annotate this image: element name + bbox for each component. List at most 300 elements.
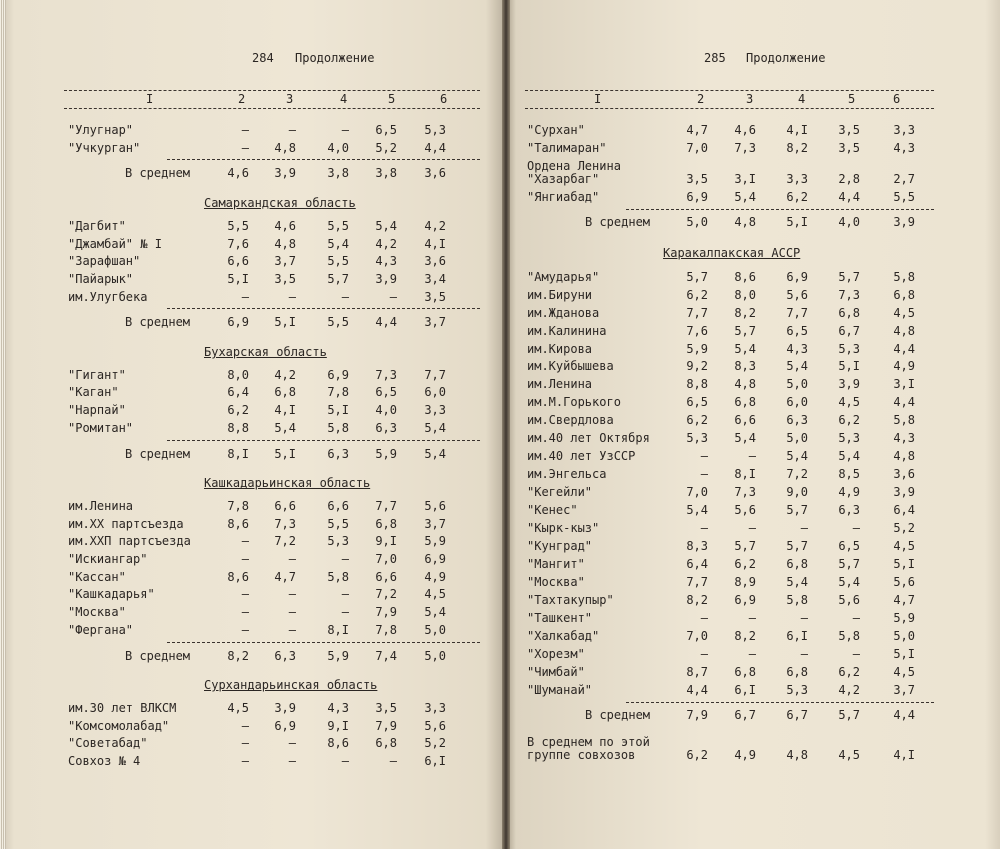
header-rule-bottom bbox=[525, 108, 934, 109]
average-rule bbox=[167, 440, 480, 441]
cell-value: 5,6 bbox=[838, 592, 860, 607]
cell-value: 7,8 bbox=[375, 622, 397, 637]
cell-value: 7,3 bbox=[734, 485, 756, 500]
cell-value: 5,9 bbox=[893, 610, 915, 625]
cell-value: 4,9 bbox=[838, 485, 860, 500]
cell-value: – bbox=[241, 605, 249, 620]
cell-value: 6,4 bbox=[893, 503, 915, 518]
cell-value: 4,8 bbox=[893, 323, 915, 338]
row-name: "Кассан" bbox=[68, 569, 126, 584]
cell-value: 5,7 bbox=[838, 269, 860, 284]
cell-value: 8,I bbox=[227, 446, 249, 461]
cell-value: – bbox=[389, 289, 397, 304]
cell-value: 5,0 bbox=[786, 377, 808, 392]
cell-value: 4,9 bbox=[734, 748, 756, 763]
page-edge bbox=[0, 0, 6, 849]
cell-value: 4,I bbox=[786, 123, 808, 137]
average-label: В среднем bbox=[125, 446, 191, 461]
cell-value: 3,3 bbox=[424, 700, 446, 715]
cell-value: 4,3 bbox=[375, 254, 397, 269]
cell-value: 8,2 bbox=[227, 648, 249, 663]
cell-value: 5,4 bbox=[786, 359, 808, 374]
row-name: "Амударья" bbox=[527, 269, 600, 284]
cell-value: 6,9 bbox=[327, 367, 349, 382]
row-name: им.30 лет ВЛКСМ bbox=[68, 700, 177, 715]
row-name: "Комсомолабад" bbox=[68, 718, 170, 733]
row-name: "Фергана" bbox=[68, 622, 134, 637]
cell-value: 5,6 bbox=[424, 718, 446, 733]
cell-value: 4,4 bbox=[424, 140, 446, 155]
cell-value: 5,3 bbox=[424, 123, 446, 137]
cell-value: 6,2 bbox=[838, 413, 860, 428]
cell-value: 5,3 bbox=[686, 431, 708, 446]
cell-value: 4,2 bbox=[424, 218, 446, 233]
cell-value: 6,6 bbox=[375, 569, 397, 584]
cell-value: – bbox=[341, 123, 349, 137]
cell-value: 5,2 bbox=[424, 736, 446, 751]
cell-value: 8,3 bbox=[686, 538, 708, 553]
cell-value: 6,2 bbox=[686, 748, 708, 763]
cell-value: 5,7 bbox=[786, 503, 808, 518]
cell-value: – bbox=[241, 754, 249, 768]
cell-value: 3,9 bbox=[274, 700, 296, 715]
cell-value: 7,7 bbox=[424, 367, 446, 382]
cell-value: 6,8 bbox=[274, 385, 296, 400]
row-name: им.40 лет УзССР bbox=[527, 449, 636, 464]
cell-value: 6,2 bbox=[227, 403, 249, 418]
cell-value: 8,8 bbox=[686, 377, 708, 392]
row-name: "Мангит" bbox=[527, 556, 585, 571]
cell-value: 4,4 bbox=[893, 707, 915, 722]
cell-value: 7,0 bbox=[686, 628, 708, 643]
row-name: В среднем по этой bbox=[527, 735, 650, 750]
section-title: Каракалпакская АССР bbox=[663, 245, 801, 260]
cell-value: – bbox=[341, 587, 349, 602]
cell-value: – bbox=[288, 605, 296, 620]
average-rule bbox=[167, 159, 480, 160]
row-name: "Ромитан" bbox=[68, 420, 134, 435]
cell-value: 5,2 bbox=[893, 521, 915, 535]
cell-value: 3,6 bbox=[893, 467, 915, 482]
cell-value: 7,0 bbox=[686, 485, 708, 500]
cell-value: 6,8 bbox=[375, 516, 397, 531]
cell-value: 6,3 bbox=[838, 503, 860, 518]
row-name: "Москва" bbox=[68, 605, 126, 620]
cell-value: – bbox=[241, 552, 249, 566]
cell-value: 5,4 bbox=[734, 431, 756, 446]
cell-value: 7,7 bbox=[686, 574, 708, 589]
cell-value: – bbox=[800, 610, 808, 625]
cell-value: 6,9 bbox=[424, 552, 446, 566]
cell-value: 4,2 bbox=[838, 682, 860, 697]
cell-value: 8,6 bbox=[734, 269, 756, 284]
cell-value: 4,7 bbox=[686, 123, 708, 137]
cell-value: 7,3 bbox=[375, 367, 397, 382]
cell-value: 5,8 bbox=[838, 628, 860, 643]
section-title: Бухарская область bbox=[204, 345, 327, 359]
cell-value: – bbox=[241, 622, 249, 637]
cell-value: 5,7 bbox=[734, 323, 756, 338]
cell-value: 8,2 bbox=[686, 592, 708, 607]
cell-value: 5,I bbox=[893, 556, 915, 571]
cell-value: 8,0 bbox=[734, 287, 756, 302]
cell-value: 5,0 bbox=[424, 622, 446, 637]
cell-value: 5,4 bbox=[424, 420, 446, 435]
cell-value: 4,4 bbox=[375, 315, 397, 330]
cell-value: 3,9 bbox=[893, 214, 915, 229]
cell-value: 6,5 bbox=[375, 123, 397, 137]
row-name: им.40 лет Октября bbox=[527, 431, 650, 446]
cell-value: 6,8 bbox=[838, 305, 860, 320]
cell-value: 4,5 bbox=[893, 538, 915, 553]
cell-value: 8,0 bbox=[227, 367, 249, 382]
cell-value: – bbox=[700, 449, 708, 464]
cell-value: 4,8 bbox=[734, 377, 756, 392]
cell-value: – bbox=[852, 521, 860, 535]
cell-value: 4,6 bbox=[227, 166, 249, 181]
row-name: Ордена Ленина bbox=[527, 158, 621, 173]
page-number: 284 bbox=[252, 51, 274, 65]
row-name: им.М.Горького bbox=[527, 395, 621, 410]
cell-value: 3,5 bbox=[375, 700, 397, 715]
cell-value: 5,3 bbox=[838, 431, 860, 446]
cell-value: – bbox=[288, 552, 296, 566]
cell-value: 6,7 bbox=[786, 707, 808, 722]
cell-value: 3,9 bbox=[274, 166, 296, 181]
cell-value: – bbox=[241, 289, 249, 304]
cell-value: 5,8 bbox=[327, 420, 349, 435]
cell-value: 5,6 bbox=[734, 503, 756, 518]
row-name: им.XXП партсъезда bbox=[68, 534, 191, 549]
cell-value: – bbox=[288, 123, 296, 137]
cell-value: 4,5 bbox=[893, 664, 915, 679]
cell-value: – bbox=[800, 646, 808, 661]
cell-value: 8,2 bbox=[734, 628, 756, 643]
cell-value: 5,4 bbox=[734, 341, 756, 356]
cell-value: 3,8 bbox=[375, 166, 397, 181]
cell-value: – bbox=[288, 587, 296, 602]
cell-value: 3,6 bbox=[424, 254, 446, 269]
section-title: Сурхандарьинская область bbox=[204, 678, 378, 693]
cell-value: – bbox=[748, 521, 756, 535]
cell-value: 5,6 bbox=[424, 498, 446, 513]
cell-value: 3,8 bbox=[327, 166, 349, 181]
cell-value: 9,I bbox=[327, 718, 349, 733]
cell-value: 3,5 bbox=[838, 140, 860, 155]
cell-value: 6,9 bbox=[686, 189, 708, 204]
row-name: им.Энгельса bbox=[527, 467, 607, 482]
cell-value: – bbox=[341, 289, 349, 304]
row-name: им.Свердлова bbox=[527, 413, 614, 428]
section-title: Кашкадарьинская область bbox=[204, 476, 371, 491]
cell-value: 5,I bbox=[274, 446, 296, 461]
cell-value: 5,8 bbox=[893, 413, 915, 428]
row-name: им.Бируни bbox=[527, 287, 593, 302]
column-header: 4 bbox=[798, 92, 806, 106]
cell-value: 5,0 bbox=[786, 431, 808, 446]
cell-value: 7,2 bbox=[375, 587, 397, 602]
cell-value: 5,I bbox=[893, 646, 915, 661]
cell-value: 3,7 bbox=[893, 682, 915, 697]
cell-value: – bbox=[341, 552, 349, 566]
header-rule-top bbox=[64, 90, 480, 91]
cell-value: 3,3 bbox=[893, 123, 915, 137]
cell-value: 5,8 bbox=[786, 592, 808, 607]
cell-value: 6,2 bbox=[686, 413, 708, 428]
row-name: им.Ленина bbox=[68, 498, 134, 513]
row-name: им.Улугбека bbox=[68, 289, 148, 304]
cell-value: 5,9 bbox=[327, 648, 349, 663]
cell-value: – bbox=[241, 736, 249, 751]
cell-value: 6,9 bbox=[786, 269, 808, 284]
cell-value: 7,9 bbox=[375, 605, 397, 620]
column-header: 2 bbox=[697, 92, 705, 106]
row-name: "Учкурган" bbox=[68, 140, 141, 155]
column-header: 3 bbox=[746, 92, 754, 106]
cell-value: 4,5 bbox=[227, 700, 249, 715]
cell-value: 8,I bbox=[734, 467, 756, 482]
cell-value: 4,6 bbox=[734, 123, 756, 137]
cell-value: 6,6 bbox=[274, 498, 296, 513]
cell-value: 6,8 bbox=[893, 287, 915, 302]
row-name: Совхоз № 4 bbox=[68, 754, 141, 768]
row-name: "Кашкадарья" bbox=[68, 587, 155, 602]
cell-value: 4,7 bbox=[893, 592, 915, 607]
cell-value: – bbox=[341, 754, 349, 768]
cell-value: 6,4 bbox=[227, 385, 249, 400]
cell-value: 5,I bbox=[838, 359, 860, 374]
cell-value: – bbox=[288, 736, 296, 751]
row-name: им.Ленина bbox=[527, 377, 593, 392]
cell-value: 3,9 bbox=[838, 377, 860, 392]
cell-value: – bbox=[852, 646, 860, 661]
cell-value: 3,I bbox=[893, 377, 915, 392]
cell-value: 7,6 bbox=[686, 323, 708, 338]
cell-value: 3,3 bbox=[424, 403, 446, 418]
cell-value: 7,3 bbox=[838, 287, 860, 302]
cell-value: 6,7 bbox=[838, 323, 860, 338]
cell-value: 6,2 bbox=[686, 287, 708, 302]
cell-value: 5,3 bbox=[327, 534, 349, 549]
cell-value: 4,5 bbox=[424, 587, 446, 602]
row-name: им.XX партсъезда bbox=[68, 516, 184, 531]
average-label: В среднем bbox=[585, 707, 651, 722]
column-header: 6 bbox=[440, 92, 448, 106]
cell-value: 8,I bbox=[327, 622, 349, 637]
cell-value: 5,I bbox=[227, 271, 249, 286]
cell-value: 4,8 bbox=[274, 236, 296, 251]
cell-value: – bbox=[241, 534, 249, 549]
average-label: В среднем bbox=[585, 214, 651, 229]
cell-value: 5,I bbox=[786, 214, 808, 229]
cell-value: 5,7 bbox=[838, 707, 860, 722]
row-name: им.Жданова bbox=[527, 305, 600, 320]
cell-value: – bbox=[800, 521, 808, 535]
cell-value: 7,7 bbox=[786, 305, 808, 320]
cell-value: 3,I bbox=[734, 171, 756, 186]
cell-value: 4,8 bbox=[734, 214, 756, 229]
average-rule bbox=[626, 209, 934, 210]
column-header: I bbox=[594, 92, 602, 106]
cell-value: 7,3 bbox=[734, 140, 756, 155]
cell-value: 7,9 bbox=[375, 718, 397, 733]
row-name: "Улугнар" bbox=[68, 123, 134, 137]
row-name: "Шуманай" bbox=[527, 682, 593, 697]
cell-value: 5,4 bbox=[274, 420, 296, 435]
cell-value: 7,0 bbox=[375, 552, 397, 566]
cell-value: 5,5 bbox=[327, 315, 349, 330]
cell-value: 5,4 bbox=[734, 189, 756, 204]
row-name: "Халкабад" bbox=[527, 628, 600, 643]
cell-value: – bbox=[241, 587, 249, 602]
header-rule-bottom bbox=[64, 108, 480, 109]
cell-value: 5,4 bbox=[838, 574, 860, 589]
cell-value: 3,6 bbox=[424, 166, 446, 181]
row-name: "Кегейли" bbox=[527, 485, 593, 500]
cell-value: 8,5 bbox=[838, 467, 860, 482]
cell-value: 5,9 bbox=[424, 534, 446, 549]
cell-value: – bbox=[341, 605, 349, 620]
cell-value: 5,4 bbox=[375, 218, 397, 233]
right-page bbox=[506, 0, 1000, 849]
row-name: им.Калинина bbox=[527, 323, 607, 338]
cell-value: 8,2 bbox=[786, 140, 808, 155]
column-header: 6 bbox=[893, 92, 901, 106]
cell-value: – bbox=[748, 646, 756, 661]
cell-value: 8,3 bbox=[734, 359, 756, 374]
cell-value: – bbox=[852, 610, 860, 625]
average-label: В среднем bbox=[125, 315, 191, 330]
cell-value: 6,8 bbox=[786, 664, 808, 679]
cell-value: 3,9 bbox=[893, 485, 915, 500]
cell-value: – bbox=[389, 754, 397, 768]
cell-value: 4,9 bbox=[424, 569, 446, 584]
cell-value: 8,6 bbox=[327, 736, 349, 751]
cell-value: 4,2 bbox=[375, 236, 397, 251]
column-header: 2 bbox=[238, 92, 246, 106]
cell-value: 6,6 bbox=[734, 413, 756, 428]
cell-value: 5,4 bbox=[786, 449, 808, 464]
row-name: "Искиангар" bbox=[68, 552, 148, 566]
cell-value: 3,9 bbox=[375, 271, 397, 286]
row-name: "Чимбай" bbox=[527, 664, 585, 679]
cell-value: 4,5 bbox=[838, 395, 860, 410]
cell-value: 6,I bbox=[424, 754, 446, 768]
cell-value: 6,6 bbox=[227, 254, 249, 269]
average-rule bbox=[167, 308, 480, 309]
cell-value: 2,7 bbox=[893, 171, 915, 186]
cell-value: 6,8 bbox=[786, 556, 808, 571]
cell-value: 9,0 bbox=[786, 485, 808, 500]
cell-value: 6,7 bbox=[734, 707, 756, 722]
cell-value: 5,7 bbox=[686, 269, 708, 284]
row-name: "Дагбит" bbox=[68, 218, 126, 233]
cell-value: 3,3 bbox=[786, 171, 808, 186]
cell-value: 7,7 bbox=[375, 498, 397, 513]
cell-value: 4,0 bbox=[375, 403, 397, 418]
cell-value: 4,0 bbox=[838, 214, 860, 229]
row-name: им.Куйбышева bbox=[527, 359, 614, 374]
average-label: В среднем bbox=[125, 166, 191, 181]
cell-value: 5,7 bbox=[327, 271, 349, 286]
cell-value: 4,4 bbox=[686, 682, 708, 697]
cell-value: 4,3 bbox=[786, 341, 808, 356]
cell-value: 6,5 bbox=[686, 395, 708, 410]
cell-value: – bbox=[700, 610, 708, 625]
cell-value: – bbox=[241, 123, 249, 137]
cell-value: – bbox=[748, 610, 756, 625]
cell-value: 4,3 bbox=[893, 140, 915, 155]
row-name: "Пайарык" bbox=[68, 271, 134, 286]
cell-value: 4,0 bbox=[327, 140, 349, 155]
cell-value: 4,I bbox=[893, 748, 915, 763]
cell-value: 6,5 bbox=[786, 323, 808, 338]
column-header: 5 bbox=[848, 92, 856, 106]
cell-value: – bbox=[288, 754, 296, 768]
cell-value: 6,3 bbox=[375, 420, 397, 435]
cell-value: 4,9 bbox=[893, 359, 915, 374]
cell-value: 5,5 bbox=[227, 218, 249, 233]
cell-value: 3,7 bbox=[274, 254, 296, 269]
row-name: "Зарафшан" bbox=[68, 254, 141, 269]
cell-value: 3,5 bbox=[274, 271, 296, 286]
cell-value: 4,8 bbox=[786, 748, 808, 763]
cell-value: 5,7 bbox=[786, 538, 808, 553]
cell-value: 6,2 bbox=[734, 556, 756, 571]
cell-value: 6,3 bbox=[274, 648, 296, 663]
cell-value: 6,0 bbox=[786, 395, 808, 410]
cell-value: 4,4 bbox=[838, 189, 860, 204]
cell-value: 7,2 bbox=[274, 534, 296, 549]
row-name: "Нарпай" bbox=[68, 403, 126, 418]
cell-value: 8,2 bbox=[734, 305, 756, 320]
cell-value: 6,3 bbox=[786, 413, 808, 428]
cell-value: 6,8 bbox=[375, 736, 397, 751]
cell-value: 7,8 bbox=[327, 385, 349, 400]
cell-value: 6,9 bbox=[734, 592, 756, 607]
book-gutter bbox=[502, 0, 510, 849]
cell-value: 3,5 bbox=[424, 289, 446, 304]
cell-value: – bbox=[288, 289, 296, 304]
cell-value: 5,4 bbox=[424, 446, 446, 461]
row-name: "Советабад" bbox=[68, 736, 148, 751]
cell-value: 3,7 bbox=[424, 315, 446, 330]
cell-value: 6,5 bbox=[838, 538, 860, 553]
cell-value: 5,6 bbox=[786, 287, 808, 302]
continuation-label: Продолжение bbox=[746, 51, 826, 65]
cell-value: 4,3 bbox=[893, 431, 915, 446]
cell-value: 5,5 bbox=[893, 189, 915, 204]
cell-value: 6,3 bbox=[327, 446, 349, 461]
cell-value: 6,5 bbox=[375, 385, 397, 400]
cell-value: 5,5 bbox=[327, 218, 349, 233]
cell-value: 5,6 bbox=[893, 574, 915, 589]
cell-value: 4,2 bbox=[274, 367, 296, 382]
cell-value: 5,I bbox=[327, 403, 349, 418]
cell-value: 8,8 bbox=[227, 420, 249, 435]
cell-value: 3,5 bbox=[686, 171, 708, 186]
cell-value: 7,8 bbox=[227, 498, 249, 513]
cell-value: 7,6 bbox=[227, 236, 249, 251]
average-label: В среднем bbox=[125, 648, 191, 663]
row-name: им.Кирова bbox=[527, 341, 593, 356]
column-header: I bbox=[146, 92, 154, 106]
cell-value: – bbox=[241, 718, 249, 733]
row-name: "Сурхан" bbox=[527, 123, 585, 137]
cell-value: 5,3 bbox=[838, 341, 860, 356]
column-header: 5 bbox=[388, 92, 396, 106]
row-name: "Янгиабад" bbox=[527, 189, 600, 204]
